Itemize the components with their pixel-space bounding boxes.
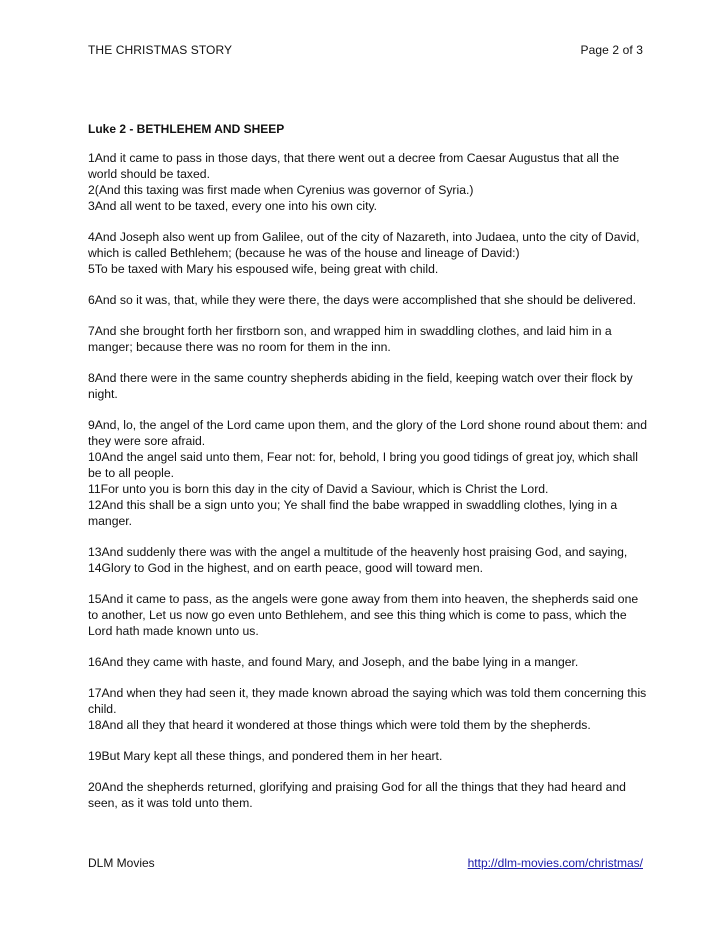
paragraph (88, 591, 648, 639)
verse: 4And Joseph also went up from Galilee, out of the city of Nazareth, into Judaea, unto the city of David, which is called Bethlehem; (because he was of the house and lineage of David:) (88, 230, 640, 260)
page-footer (88, 856, 643, 874)
paragraph (88, 685, 648, 733)
verse: 17And when they had seen it, they made known abroad the saying which was told them concerning this child. (88, 686, 647, 716)
paragraph (88, 292, 648, 308)
verse: 12And this shall be a sign unto you; Ye shall find the babe wrapped in swaddling clothes, lying in a manger. (88, 498, 618, 528)
page-number: Page 2 of 3 (580, 43, 643, 57)
verse: 18And all they that heard it wondered at those things which were told them by the shepherds. (88, 718, 591, 732)
verse: 2(And this taxing was first made when Cyrenius was governor of Syria.) (88, 183, 474, 197)
verse: 7And she brought forth her firstborn son, and wrapped him in swaddling clothes, and laid him in a manger; because there was no room for them in the inn. (88, 324, 612, 354)
verse: 19But Mary kept all these things, and pondered them in her heart. (88, 749, 443, 763)
footer-label: DLM Movies (88, 856, 155, 870)
verse: 3And all went to be taxed, every one into his own city. (88, 199, 378, 213)
paragraph (88, 544, 648, 576)
verse: 9And, lo, the angel of the Lord came upon them, and the glory of the Lord shone round about them: and they were sore afraid. (88, 418, 647, 448)
verse: 16And they came with haste, and found Mary, and Joseph, and the babe lying in a manger. (88, 655, 579, 669)
scripture-body (88, 150, 648, 826)
verse: 10And the angel said unto them, Fear not: for, behold, I bring you good tidings of great joy, which shall be to all people. (88, 450, 638, 480)
verse: 5To be taxed with Mary his espoused wife, being great with child. (88, 262, 439, 276)
footer-link[interactable]: http://dlm-movies.com/christmas/ (467, 856, 643, 870)
paragraph (88, 779, 648, 811)
verse: 1And it came to pass in those days, that there went out a decree from Caesar Augustus that all the world should be taxed. (88, 151, 620, 181)
verse: 11For unto you is born this day in the city of David a Saviour, which is Christ the Lord. (88, 482, 549, 496)
chapter-title: Luke 2 - BETHLEHEM AND SHEEP (88, 122, 285, 136)
paragraph (88, 229, 648, 277)
paragraph (88, 417, 648, 529)
verse: 13And suddenly there was with the angel a multitude of the heavenly host praising God, and saying, (88, 545, 628, 559)
page-header (88, 43, 643, 61)
paragraph (88, 370, 648, 402)
verse: 8And there were in the same country shepherds abiding in the field, keeping watch over their flock by night. (88, 371, 633, 401)
verse: 15And it came to pass, as the angels were gone away from them into heaven, the shepherds said one to another, Let us now go even unto Bethlehem, and see this thing which is come to pass, which the Lord hath made known unto us. (88, 592, 639, 638)
paragraph (88, 150, 648, 214)
verse: 20And the shepherds returned, glorifying and praising God for all the things that they had heard and seen, as it was told unto them. (88, 780, 626, 810)
paragraph (88, 323, 648, 355)
document-title: THE CHRISTMAS STORY (88, 43, 233, 57)
paragraph (88, 748, 648, 764)
paragraph (88, 654, 648, 670)
verse: 14Glory to God in the highest, and on earth peace, good will toward men. (88, 561, 483, 575)
verse: 6And so it was, that, while they were there, the days were accomplished that she should be delivered. (88, 293, 637, 307)
